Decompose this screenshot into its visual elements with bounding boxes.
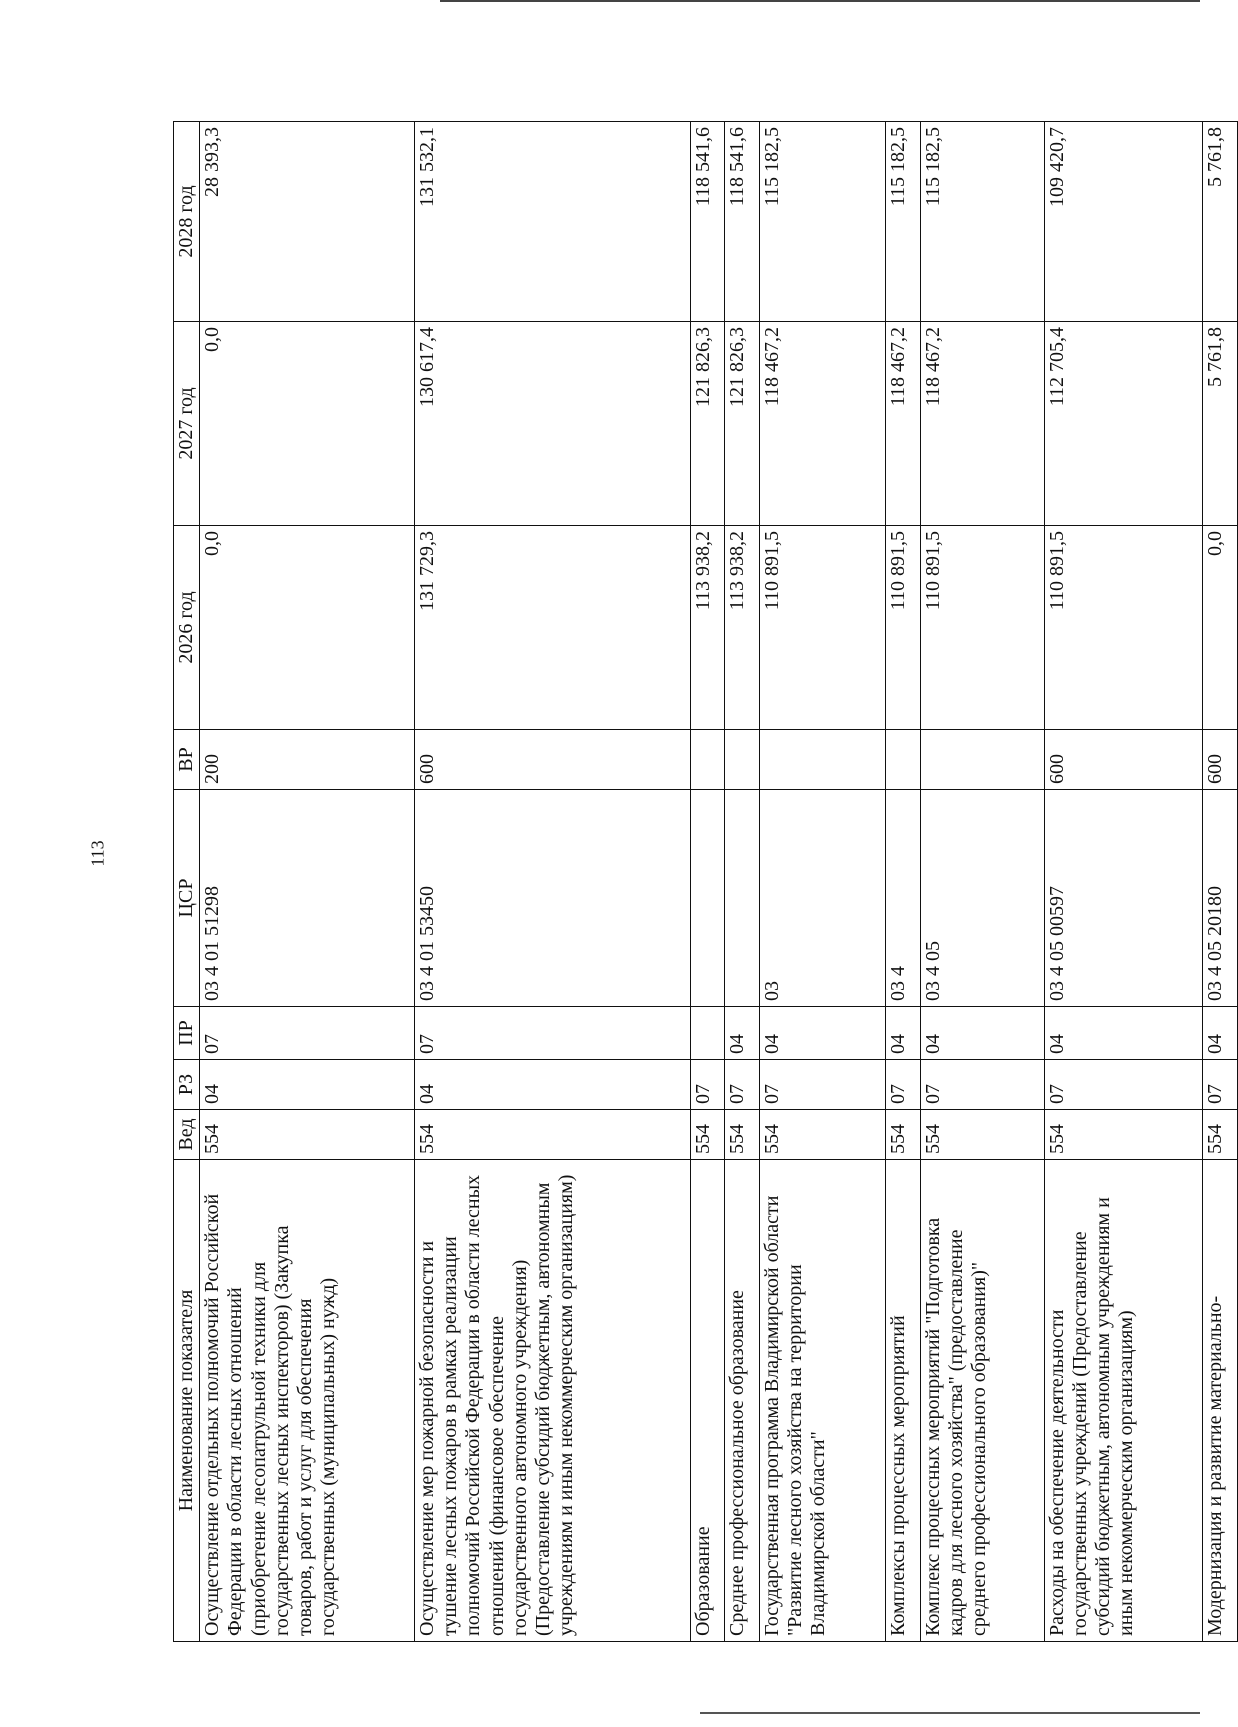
- cell-vr: 600: [1203, 730, 1238, 790]
- cell-2026: 110 891,5: [759, 526, 885, 730]
- cell-2026: 113 938,2: [725, 526, 759, 730]
- cell-ved: 554: [200, 1110, 415, 1160]
- scan-edge-bottom: [700, 1712, 1200, 1714]
- header-2026: 2026 год: [174, 526, 200, 730]
- table-header-row: [174, 122, 200, 1642]
- cell-2027: 130 617,4: [415, 322, 691, 526]
- cell-pr: 04: [725, 1007, 759, 1060]
- cell-vr: [886, 730, 920, 790]
- cell-ved: 554: [1044, 1110, 1203, 1160]
- cell-2026: 110 891,5: [1044, 526, 1203, 730]
- cell-rz: 04: [200, 1060, 415, 1110]
- cell-2028: 118 541,6: [690, 122, 724, 322]
- table-row: [759, 122, 885, 1642]
- cell-name: Осуществление отдельных полномочий Российской Федерации в области лесных отношений (приобретение лесопатрульной техники для государственных лесных инспекторов) (Закупка товаров, работ и услуг для обеспечения государственных (муниципальных) нужд): [200, 1160, 415, 1642]
- table-row: [200, 122, 415, 1642]
- page-number: 113: [87, 840, 108, 867]
- table-row: [415, 122, 691, 1642]
- cell-name: Расходы на обеспечение деятельности государственных учреждений (Предоставление субсидий бюджетным, автономным учреждениям и иным некоммерческим организациям): [1044, 1160, 1203, 1642]
- table-row: [886, 122, 920, 1642]
- rotated-table-container: [173, 122, 1238, 1642]
- cell-ved: 554: [690, 1110, 724, 1160]
- cell-name: Государственная программа Владимирской области "Развитие лесного хозяйства на территории Владимирской области": [759, 1160, 885, 1642]
- cell-rz: 07: [759, 1060, 885, 1110]
- cell-ved: 554: [1203, 1110, 1238, 1160]
- cell-csr: 03 4 05 20180: [1203, 790, 1238, 1007]
- header-csr: ЦСР: [174, 790, 200, 1007]
- cell-vr: [725, 730, 759, 790]
- table-row: [725, 122, 759, 1642]
- cell-rz: 07: [920, 1060, 1044, 1110]
- cell-pr: 07: [200, 1007, 415, 1060]
- cell-2028: 118 541,6: [725, 122, 759, 322]
- cell-2027: 121 826,3: [690, 322, 724, 526]
- cell-2028: 115 182,5: [886, 122, 920, 322]
- cell-csr: [690, 790, 724, 1007]
- cell-vr: [690, 730, 724, 790]
- cell-vr: [759, 730, 885, 790]
- cell-2026: 131 729,3: [415, 526, 691, 730]
- cell-rz: 07: [1044, 1060, 1203, 1110]
- cell-ved: 554: [920, 1110, 1044, 1160]
- cell-name: Модернизация и развитие материально-: [1203, 1160, 1238, 1642]
- table-row: [690, 122, 724, 1642]
- budget-table: [173, 121, 1238, 1642]
- cell-ved: 554: [759, 1110, 885, 1160]
- cell-csr: 03 4 05: [920, 790, 1044, 1007]
- header-2028: 2028 год: [174, 122, 200, 322]
- cell-2027: 112 705,4: [1044, 322, 1203, 526]
- cell-ved: 554: [886, 1110, 920, 1160]
- table-row: [1203, 122, 1238, 1642]
- cell-name: Комплекс процессных мероприятий "Подготовка кадров для лесного хозяйства" (предоставление среднего профессионального образования)": [920, 1160, 1044, 1642]
- cell-csr: 03 4 01 53450: [415, 790, 691, 1007]
- cell-ved: 554: [415, 1110, 691, 1160]
- cell-rz: 07: [690, 1060, 724, 1110]
- cell-rz: 07: [886, 1060, 920, 1110]
- cell-2027: 118 467,2: [920, 322, 1044, 526]
- cell-2026: 110 891,5: [920, 526, 1044, 730]
- cell-2028: 5 761,8: [1203, 122, 1238, 322]
- cell-pr: 04: [759, 1007, 885, 1060]
- cell-2026: 113 938,2: [690, 526, 724, 730]
- cell-vr: 600: [1044, 730, 1203, 790]
- header-ved: Вед: [174, 1110, 200, 1160]
- cell-pr: 04: [1044, 1007, 1203, 1060]
- cell-csr: 03 4 01 51298: [200, 790, 415, 1007]
- cell-2027: 0,0: [200, 322, 415, 526]
- cell-rz: 07: [1203, 1060, 1238, 1110]
- cell-pr: 04: [1203, 1007, 1238, 1060]
- table-row: [920, 122, 1044, 1642]
- cell-name: Образование: [690, 1160, 724, 1642]
- cell-2026: 0,0: [200, 526, 415, 730]
- cell-csr: 03: [759, 790, 885, 1007]
- cell-csr: 03 4 05 00597: [1044, 790, 1203, 1007]
- cell-rz: 07: [725, 1060, 759, 1110]
- cell-pr: 04: [920, 1007, 1044, 1060]
- cell-name: Среднее профессиональное образование: [725, 1160, 759, 1642]
- cell-2026: 110 891,5: [886, 526, 920, 730]
- cell-2028: 131 532,1: [415, 122, 691, 322]
- cell-rz: 04: [415, 1060, 691, 1110]
- cell-2028: 115 182,5: [920, 122, 1044, 322]
- cell-2028: 115 182,5: [759, 122, 885, 322]
- cell-csr: [725, 790, 759, 1007]
- table-row: [1044, 122, 1203, 1642]
- cell-2027: 118 467,2: [886, 322, 920, 526]
- cell-pr: 04: [886, 1007, 920, 1060]
- header-rz: РЗ: [174, 1060, 200, 1110]
- cell-pr: 07: [415, 1007, 691, 1060]
- header-vr: ВР: [174, 730, 200, 790]
- cell-2026: 0,0: [1203, 526, 1238, 730]
- cell-ved: 554: [725, 1110, 759, 1160]
- cell-csr: 03 4: [886, 790, 920, 1007]
- cell-vr: 200: [200, 730, 415, 790]
- cell-2027: 121 826,3: [725, 322, 759, 526]
- cell-2027: 5 761,8: [1203, 322, 1238, 526]
- header-pr: ПР: [174, 1007, 200, 1060]
- cell-2027: 118 467,2: [759, 322, 885, 526]
- cell-2028: 28 393,3: [200, 122, 415, 322]
- cell-name: Осуществление мер пожарной безопасности и тушение лесных пожаров в рамках реализации полномочий Российской Федерации в области лесных отношений (финансовое обеспечение государственного автономного учреждения) (Предоставление субсидий бюджетным, автономным учреждениям и иным некоммерческим организациям): [415, 1160, 691, 1642]
- header-name: Наименование показателя: [174, 1160, 200, 1642]
- cell-name: Комплексы процессных мероприятий: [886, 1160, 920, 1642]
- cell-pr: [690, 1007, 724, 1060]
- cell-2028: 109 420,7: [1044, 122, 1203, 322]
- cell-vr: 600: [415, 730, 691, 790]
- scan-edge-top: [440, 0, 1200, 2]
- header-2027: 2027 год: [174, 322, 200, 526]
- cell-vr: [920, 730, 1044, 790]
